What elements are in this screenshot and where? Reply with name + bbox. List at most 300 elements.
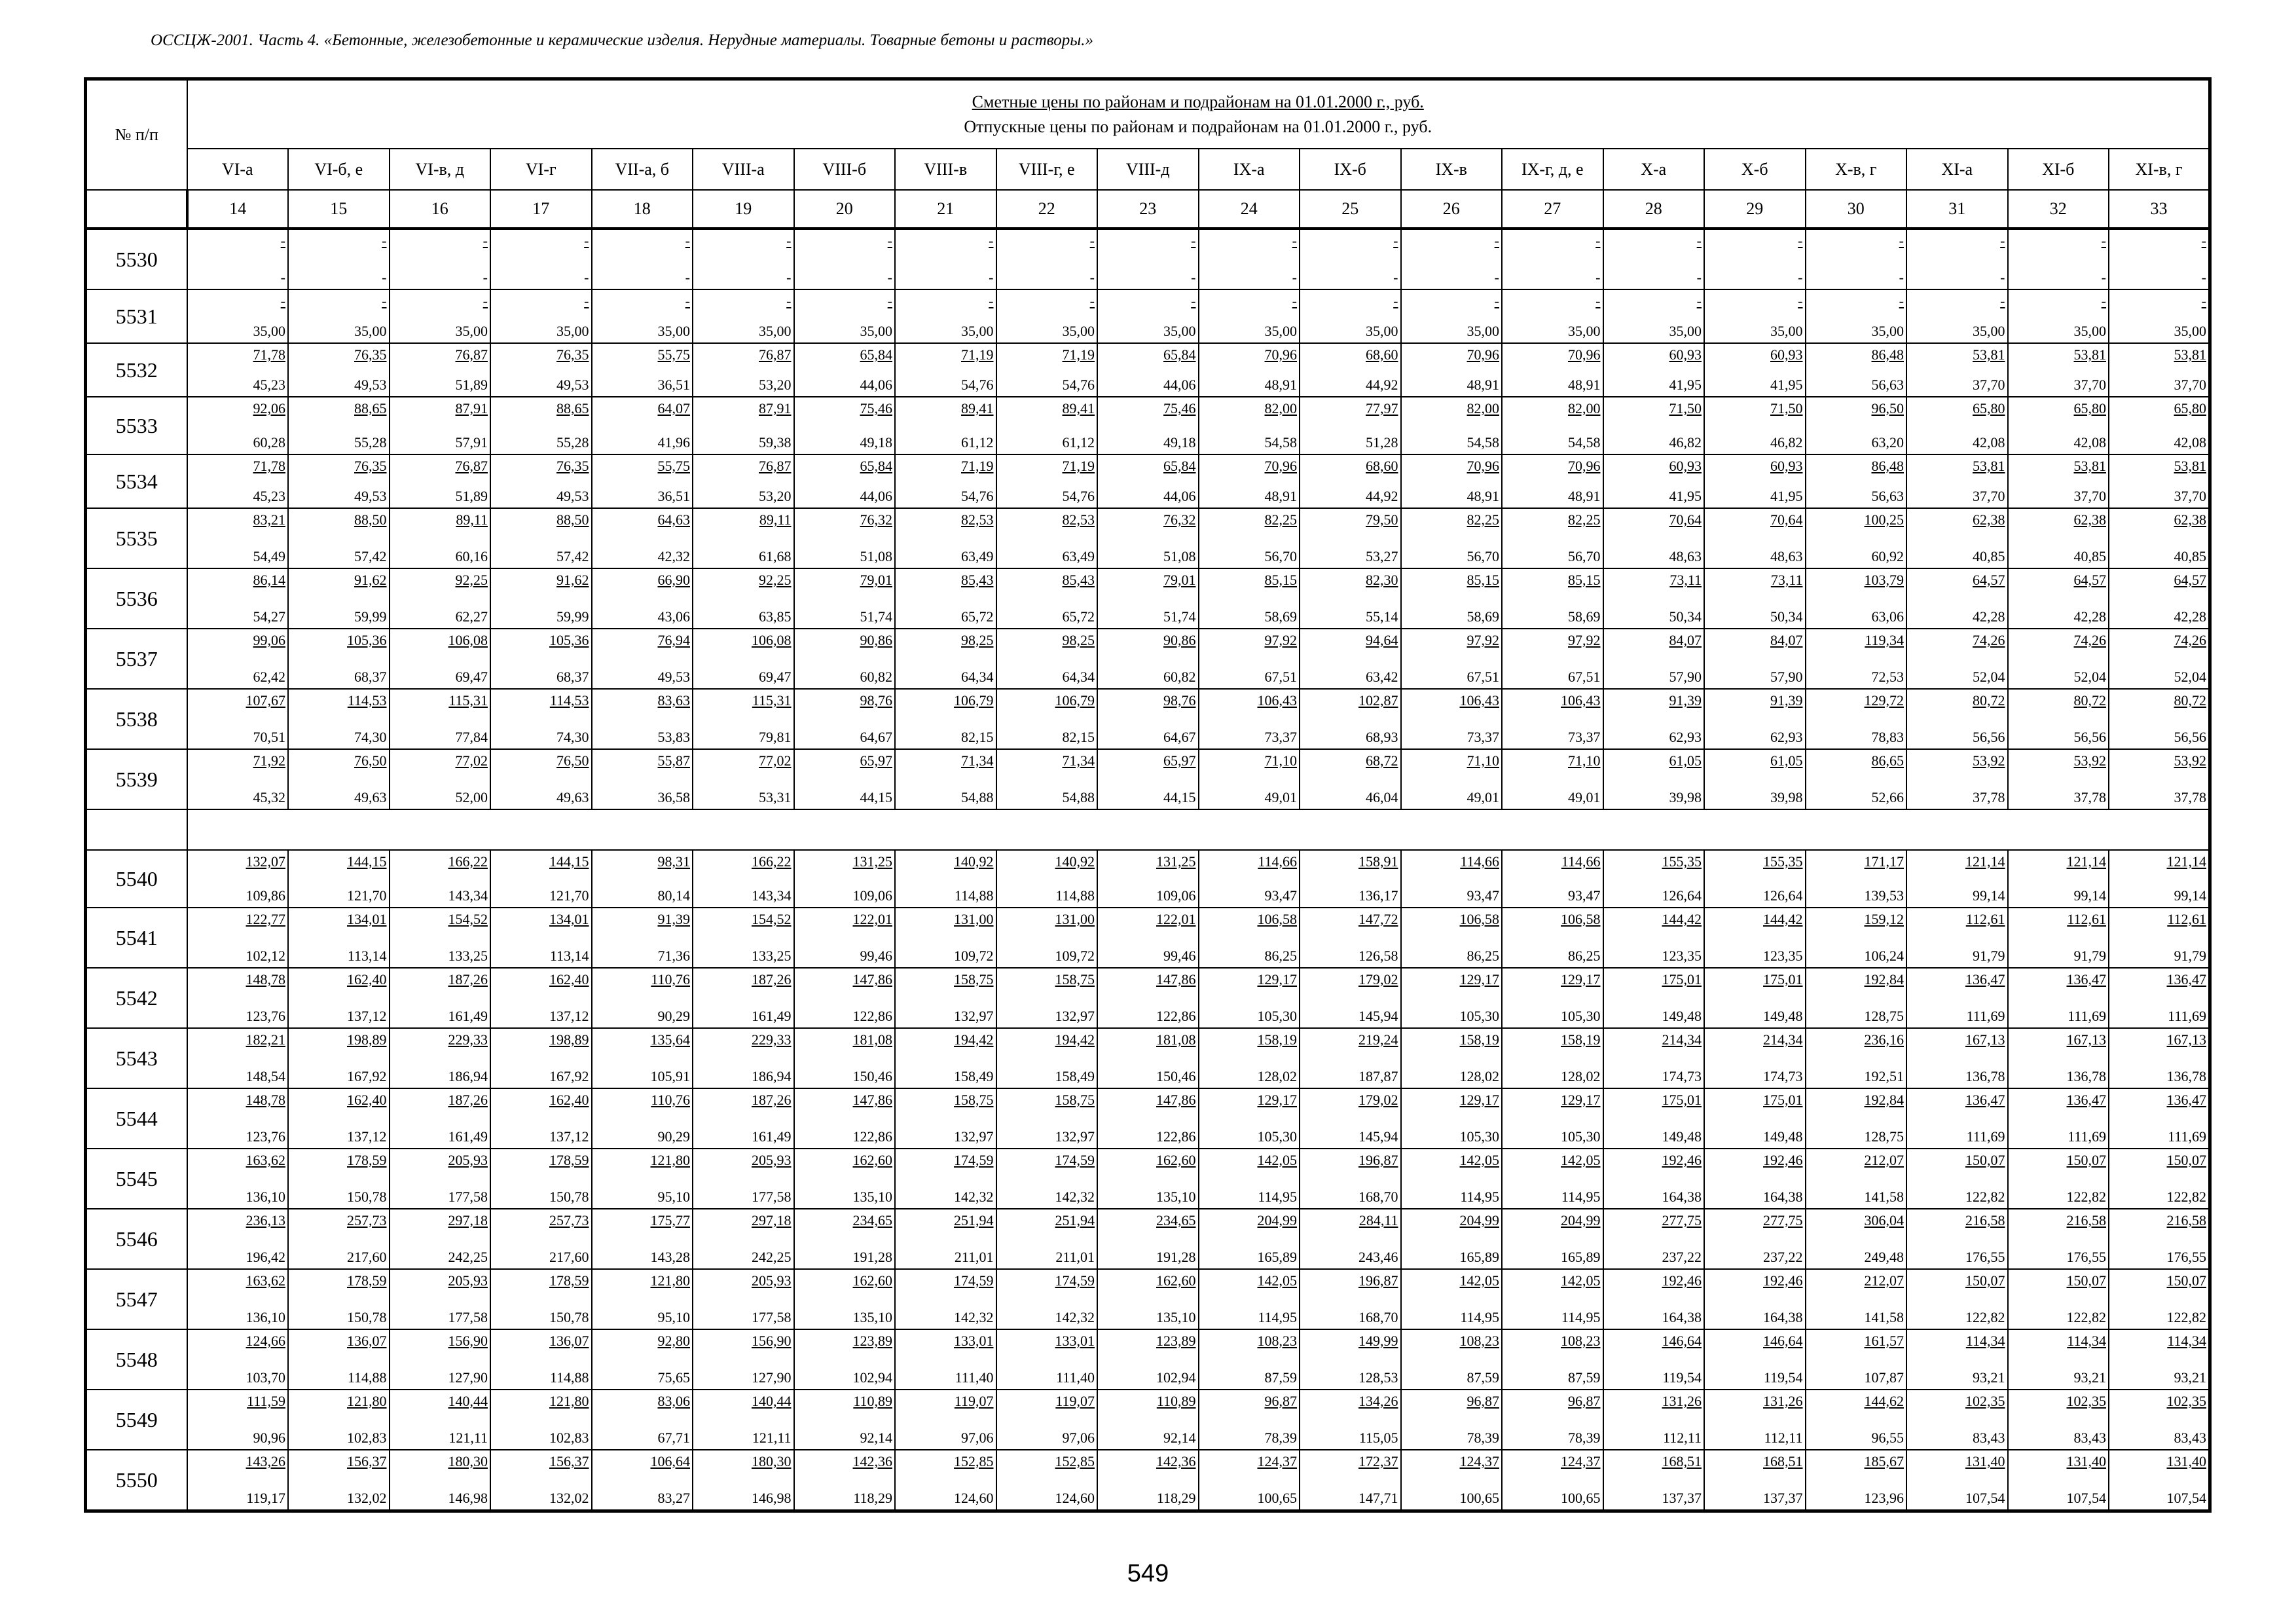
release-price: 121,70 bbox=[347, 887, 387, 904]
price-cell bbox=[288, 629, 390, 689]
price-cell bbox=[1199, 1028, 1300, 1088]
release-price: 105,30 bbox=[1257, 1008, 1297, 1024]
price-cell bbox=[592, 508, 693, 568]
release-price: 135,10 bbox=[1156, 1309, 1196, 1325]
release-price: 52,00 bbox=[455, 789, 488, 805]
release-price: 61,12 bbox=[961, 434, 994, 451]
release-price: 48,91 bbox=[1568, 488, 1601, 504]
estimated-price: 156,37 bbox=[549, 1453, 589, 1469]
price-cell bbox=[490, 1209, 592, 1269]
estimated-price: 140,44 bbox=[752, 1393, 792, 1409]
price-cell bbox=[1502, 1329, 1603, 1390]
estimated-price: 82,25 bbox=[1467, 511, 1499, 528]
estimated-price: 236,13 bbox=[246, 1212, 285, 1228]
price-cell bbox=[187, 397, 289, 454]
estimated-price: 163,62 bbox=[246, 1152, 285, 1168]
estimated-price: 134,26 bbox=[1358, 1393, 1398, 1409]
estimated-price: 216,58 bbox=[1965, 1212, 2005, 1228]
release-price: 249,48 bbox=[1864, 1249, 1904, 1265]
price-cell bbox=[592, 1028, 693, 1088]
price-cell bbox=[1502, 1149, 1603, 1209]
release-price: 60,16 bbox=[455, 548, 488, 564]
estimated-price: 142,36 bbox=[852, 1453, 892, 1469]
release-price: 177,58 bbox=[752, 1309, 792, 1325]
table-row bbox=[86, 229, 2210, 289]
release-price: 44,15 bbox=[1163, 789, 1196, 805]
price-cell bbox=[490, 1028, 592, 1088]
release-price: 78,83 bbox=[1871, 729, 1904, 745]
estimated-price: 80,72 bbox=[1973, 692, 2005, 709]
estimated-price: - bbox=[685, 293, 690, 309]
estimated-price: 53,81 bbox=[1973, 346, 2005, 363]
row-code: 5534 bbox=[86, 454, 187, 508]
release-price: 135,10 bbox=[852, 1309, 892, 1325]
release-price: 99,14 bbox=[2073, 887, 2106, 904]
price-cell bbox=[1906, 397, 2008, 454]
release-price: 107,54 bbox=[2066, 1490, 2106, 1506]
estimated-price: 65,80 bbox=[2073, 400, 2106, 416]
table-row bbox=[86, 629, 2210, 689]
price-cell bbox=[1906, 1028, 2008, 1088]
release-price: 35,00 bbox=[1568, 323, 1601, 339]
estimated-price: 119,07 bbox=[1055, 1393, 1095, 1409]
estimated-price: 136,07 bbox=[549, 1333, 589, 1349]
estimated-price: 192,84 bbox=[1864, 971, 1904, 987]
release-price: 54,88 bbox=[1062, 789, 1095, 805]
price-cell bbox=[2008, 1390, 2109, 1450]
price-cell bbox=[2008, 289, 2109, 343]
region-header-row bbox=[86, 149, 2210, 190]
estimated-price: 155,35 bbox=[1763, 853, 1803, 870]
release-price: 83,27 bbox=[657, 1490, 690, 1506]
release-price: 168,70 bbox=[1358, 1189, 1398, 1205]
release-price: 114,88 bbox=[1055, 887, 1095, 904]
release-price: 75,65 bbox=[657, 1369, 690, 1386]
release-price: 49,53 bbox=[354, 488, 387, 504]
price-cell bbox=[288, 229, 390, 289]
price-cell bbox=[1097, 289, 1199, 343]
release-price: 107,87 bbox=[1864, 1369, 1904, 1386]
column-number-cell: 32 bbox=[2008, 190, 2109, 229]
estimated-price: 60,93 bbox=[1770, 346, 1803, 363]
release-price: 186,94 bbox=[752, 1068, 792, 1084]
region-header: IX-а bbox=[1199, 149, 1300, 190]
estimated-price: 162,40 bbox=[347, 971, 387, 987]
price-cell bbox=[1300, 289, 1401, 343]
estimated-price: 131,26 bbox=[1662, 1393, 1702, 1409]
price-cell bbox=[1806, 508, 1907, 568]
estimated-price: 162,60 bbox=[852, 1152, 892, 1168]
release-price: 87,59 bbox=[1568, 1369, 1601, 1386]
price-cell bbox=[1603, 968, 1705, 1028]
release-price: - bbox=[2000, 269, 2005, 286]
row-code: 5549 bbox=[86, 1390, 187, 1450]
estimated-price: 71,92 bbox=[253, 752, 285, 769]
release-price: 35,00 bbox=[556, 323, 589, 339]
estimated-price: 106,79 bbox=[954, 692, 994, 709]
estimated-price: 55,75 bbox=[657, 458, 690, 474]
release-price: 127,90 bbox=[448, 1369, 488, 1386]
price-cell bbox=[1502, 1450, 1603, 1511]
release-price: 111,69 bbox=[1966, 1128, 2005, 1145]
price-cell bbox=[490, 749, 592, 809]
estimated-price: 79,01 bbox=[1163, 572, 1196, 588]
price-cell bbox=[1199, 397, 1300, 454]
estimated-price: 71,19 bbox=[1062, 346, 1095, 363]
estimated-price: 91,39 bbox=[1669, 692, 1702, 709]
price-cell bbox=[794, 343, 896, 397]
price-cell bbox=[1502, 1269, 1603, 1329]
estimated-price: 158,19 bbox=[1257, 1031, 1297, 1048]
release-price: 93,21 bbox=[2073, 1369, 2106, 1386]
release-price: 51,08 bbox=[860, 548, 892, 564]
price-cell bbox=[1502, 850, 1603, 908]
price-cell bbox=[1603, 1209, 1705, 1269]
release-price: 164,38 bbox=[1763, 1309, 1803, 1325]
estimated-price: 158,75 bbox=[954, 1092, 994, 1108]
release-price: 48,91 bbox=[1264, 377, 1297, 393]
price-cell bbox=[693, 508, 794, 568]
estimated-price: 150,07 bbox=[2066, 1152, 2106, 1168]
release-price: 60,82 bbox=[860, 669, 892, 685]
price-cell bbox=[2109, 749, 2210, 809]
price-cell bbox=[996, 908, 1098, 968]
release-price: 49,18 bbox=[860, 434, 892, 451]
price-cell bbox=[490, 689, 592, 749]
price-cell bbox=[895, 1329, 996, 1390]
price-cell bbox=[288, 1149, 390, 1209]
release-price: 132,02 bbox=[347, 1490, 387, 1506]
release-price: 177,58 bbox=[448, 1189, 488, 1205]
release-price: 42,28 bbox=[2174, 608, 2206, 625]
estimated-price: - bbox=[2000, 232, 2005, 249]
price-cell bbox=[1806, 850, 1907, 908]
price-cell bbox=[1300, 568, 1401, 629]
estimated-price: 86,48 bbox=[1871, 458, 1904, 474]
price-cell bbox=[592, 1088, 693, 1149]
estimated-price: 204,99 bbox=[1459, 1212, 1499, 1228]
release-price: 37,70 bbox=[2073, 488, 2106, 504]
release-price: 55,14 bbox=[1366, 608, 1398, 625]
release-price: 126,58 bbox=[1358, 948, 1398, 964]
release-price: 135,10 bbox=[1156, 1189, 1196, 1205]
release-price: 136,78 bbox=[2066, 1068, 2106, 1084]
release-price: 73,37 bbox=[1467, 729, 1499, 745]
price-cell bbox=[794, 1149, 896, 1209]
estimated-price: 174,59 bbox=[1055, 1152, 1095, 1168]
release-price: 67,51 bbox=[1568, 669, 1601, 685]
release-price: 64,34 bbox=[1062, 669, 1095, 685]
estimated-price: 53,81 bbox=[2174, 346, 2206, 363]
row-code: 5546 bbox=[86, 1209, 187, 1269]
estimated-price: 60,93 bbox=[1669, 346, 1702, 363]
release-price: 87,59 bbox=[1467, 1369, 1499, 1386]
release-price: 73,37 bbox=[1568, 729, 1601, 745]
release-price: 63,06 bbox=[1871, 608, 1904, 625]
estimated-price: 284,11 bbox=[1358, 1212, 1398, 1228]
release-price: 35,00 bbox=[1770, 323, 1803, 339]
estimated-price: 115,31 bbox=[752, 692, 792, 709]
estimated-price: - bbox=[887, 293, 892, 309]
release-price: 55,28 bbox=[556, 434, 589, 451]
estimated-price: 65,80 bbox=[1973, 400, 2005, 416]
price-cell bbox=[895, 1088, 996, 1149]
price-cell bbox=[1704, 968, 1806, 1028]
release-price: 145,94 bbox=[1358, 1008, 1398, 1024]
estimated-price: 112,61 bbox=[1965, 911, 2005, 927]
release-price: 49,01 bbox=[1467, 789, 1499, 805]
price-cell bbox=[1603, 689, 1705, 749]
estimated-price: 76,35 bbox=[556, 346, 589, 363]
estimated-price: 178,59 bbox=[347, 1272, 387, 1289]
estimated-price: - bbox=[584, 232, 589, 249]
estimated-price: 257,73 bbox=[549, 1212, 589, 1228]
release-price: 191,28 bbox=[1156, 1249, 1196, 1265]
table-row bbox=[86, 968, 2210, 1028]
estimated-price: 70,96 bbox=[1264, 458, 1297, 474]
release-price: 90,29 bbox=[657, 1128, 690, 1145]
release-price: 150,78 bbox=[347, 1309, 387, 1325]
price-cell bbox=[1502, 1028, 1603, 1088]
release-price: 132,97 bbox=[1055, 1008, 1095, 1024]
estimated-price: 143,26 bbox=[246, 1453, 285, 1469]
estimated-price: 64,63 bbox=[657, 511, 690, 528]
price-cell bbox=[187, 1028, 289, 1088]
release-price: 122,82 bbox=[2066, 1309, 2106, 1325]
price-cell bbox=[2008, 1450, 2109, 1511]
price-cell bbox=[1300, 850, 1401, 908]
estimated-price: 68,72 bbox=[1366, 752, 1398, 769]
release-price: 37,78 bbox=[2174, 789, 2206, 805]
price-cell bbox=[693, 908, 794, 968]
release-price: 150,46 bbox=[852, 1068, 892, 1084]
estimated-price: 144,42 bbox=[1763, 911, 1803, 927]
row-code: 5545 bbox=[86, 1149, 187, 1209]
price-cell bbox=[794, 1028, 896, 1088]
estimated-price: 142,36 bbox=[1156, 1453, 1196, 1469]
release-price: 56,70 bbox=[1568, 548, 1601, 564]
price-cell bbox=[390, 850, 491, 908]
price-cell bbox=[592, 1269, 693, 1329]
estimated-price: 150,07 bbox=[2166, 1272, 2206, 1289]
release-price: 86,25 bbox=[1264, 948, 1297, 964]
price-cell bbox=[2008, 689, 2109, 749]
price-cell bbox=[1097, 397, 1199, 454]
estimated-price: 194,42 bbox=[1055, 1031, 1095, 1048]
price-cell bbox=[1603, 568, 1705, 629]
estimated-price: 88,65 bbox=[354, 400, 387, 416]
release-price: 133,25 bbox=[448, 948, 488, 964]
estimated-price: 106,58 bbox=[1459, 911, 1499, 927]
price-cell bbox=[1906, 968, 2008, 1028]
price-cell bbox=[2008, 343, 2109, 397]
estimated-price: 133,01 bbox=[954, 1333, 994, 1349]
price-cell bbox=[794, 850, 896, 908]
estimated-price: 162,40 bbox=[347, 1092, 387, 1108]
estimated-price: - bbox=[1089, 293, 1095, 309]
estimated-price: 105,36 bbox=[549, 632, 589, 648]
estimated-price: 82,00 bbox=[1467, 400, 1499, 416]
estimated-price: 123,89 bbox=[1156, 1333, 1196, 1349]
price-cell bbox=[996, 454, 1098, 508]
release-price: 62,27 bbox=[455, 608, 488, 625]
price-cell bbox=[490, 850, 592, 908]
price-cell bbox=[2109, 343, 2210, 397]
release-price: 161,49 bbox=[448, 1128, 488, 1145]
price-cell bbox=[1097, 689, 1199, 749]
price-cell bbox=[187, 229, 289, 289]
estimated-price: - bbox=[2201, 293, 2206, 309]
price-cell bbox=[1300, 749, 1401, 809]
price-cell bbox=[1502, 454, 1603, 508]
price-cell bbox=[490, 629, 592, 689]
price-cell bbox=[390, 1390, 491, 1450]
release-price: 99,46 bbox=[860, 948, 892, 964]
release-price: 143,34 bbox=[448, 887, 488, 904]
estimated-price: 115,31 bbox=[448, 692, 488, 709]
price-cell bbox=[1806, 1390, 1907, 1450]
price-cell bbox=[693, 1450, 794, 1511]
region-header: XI-а bbox=[1906, 149, 2008, 190]
price-cell bbox=[390, 397, 491, 454]
estimated-price: 85,15 bbox=[1264, 572, 1297, 588]
release-price: 63,42 bbox=[1366, 669, 1398, 685]
price-cell bbox=[1401, 289, 1503, 343]
price-cell bbox=[895, 689, 996, 749]
price-cell bbox=[187, 568, 289, 629]
release-price: 40,85 bbox=[1973, 548, 2005, 564]
release-price: 42,08 bbox=[1973, 434, 2005, 451]
column-header-number: № п/п bbox=[86, 79, 187, 191]
estimated-price: 98,76 bbox=[860, 692, 892, 709]
estimated-price: 65,84 bbox=[1163, 458, 1196, 474]
release-price: 136,10 bbox=[246, 1189, 285, 1205]
estimated-price: 53,81 bbox=[2073, 458, 2106, 474]
price-cell bbox=[996, 1209, 1098, 1269]
price-cell bbox=[1704, 1028, 1806, 1088]
estimated-price: 140,92 bbox=[1055, 853, 1095, 870]
release-price: 148,54 bbox=[246, 1068, 285, 1084]
release-price: 105,30 bbox=[1257, 1128, 1297, 1145]
price-cell bbox=[2008, 1269, 2109, 1329]
release-price: 167,92 bbox=[347, 1068, 387, 1084]
estimated-price: 91,39 bbox=[1770, 692, 1803, 709]
price-cell bbox=[2109, 289, 2210, 343]
release-price: 100,65 bbox=[1459, 1490, 1499, 1506]
estimated-price: 106,43 bbox=[1561, 692, 1601, 709]
estimated-price: 229,33 bbox=[448, 1031, 488, 1048]
price-cell bbox=[1704, 689, 1806, 749]
estimated-price: 97,92 bbox=[1568, 632, 1601, 648]
release-price: 44,06 bbox=[860, 488, 892, 504]
estimated-price: - bbox=[483, 232, 488, 249]
price-cell bbox=[693, 1269, 794, 1329]
price-cell bbox=[288, 850, 390, 908]
release-price: 122,86 bbox=[852, 1128, 892, 1145]
estimated-price: 76,32 bbox=[860, 511, 892, 528]
price-cell bbox=[996, 629, 1098, 689]
release-price: 86,25 bbox=[1467, 948, 1499, 964]
price-cell bbox=[1199, 1149, 1300, 1209]
price-cell bbox=[187, 1088, 289, 1149]
estimated-price: 110,89 bbox=[1156, 1393, 1196, 1409]
price-cell bbox=[187, 850, 289, 908]
estimated-price: 136,47 bbox=[2066, 1092, 2106, 1108]
estimated-price: 205,93 bbox=[752, 1152, 792, 1168]
price-cell bbox=[1502, 508, 1603, 568]
price-cell bbox=[1603, 850, 1705, 908]
price-cell bbox=[187, 1329, 289, 1390]
estimated-price: 108,23 bbox=[1561, 1333, 1601, 1349]
row-code: 5550 bbox=[86, 1450, 187, 1511]
price-cell bbox=[1199, 749, 1300, 809]
estimated-price: 257,73 bbox=[347, 1212, 387, 1228]
release-price: 41,95 bbox=[1669, 488, 1702, 504]
estimated-price: 124,37 bbox=[1561, 1453, 1601, 1469]
estimated-price: 111,59 bbox=[247, 1393, 285, 1409]
price-cell bbox=[2109, 1149, 2210, 1209]
region-header: VIII-в bbox=[895, 149, 996, 190]
release-price: 57,91 bbox=[455, 434, 488, 451]
estimated-price: 61,05 bbox=[1669, 752, 1702, 769]
release-price: 48,63 bbox=[1770, 548, 1803, 564]
region-header: VIII-г, е bbox=[996, 149, 1098, 190]
estimated-price: 135,64 bbox=[650, 1031, 690, 1048]
release-price: 122,86 bbox=[1156, 1008, 1196, 1024]
estimated-price: 154,52 bbox=[752, 911, 792, 927]
estimated-price: 71,10 bbox=[1264, 752, 1297, 769]
region-header: VI-в, д bbox=[390, 149, 491, 190]
release-price: 105,30 bbox=[1561, 1128, 1601, 1145]
estimated-price: 76,87 bbox=[455, 346, 488, 363]
release-price: 57,42 bbox=[354, 548, 387, 564]
release-price: 35,00 bbox=[455, 323, 488, 339]
estimated-price: 71,19 bbox=[1062, 458, 1095, 474]
estimated-price: 152,85 bbox=[1055, 1453, 1095, 1469]
price-cell bbox=[390, 1450, 491, 1511]
price-cell bbox=[1502, 908, 1603, 968]
region-header: VIII-д bbox=[1097, 149, 1199, 190]
price-cell bbox=[592, 908, 693, 968]
release-price: 142,32 bbox=[954, 1189, 994, 1205]
price-cell bbox=[2109, 629, 2210, 689]
price-cell bbox=[1906, 229, 2008, 289]
release-price: 90,96 bbox=[253, 1430, 285, 1446]
estimated-price: 122,01 bbox=[852, 911, 892, 927]
estimated-price: 144,15 bbox=[549, 853, 589, 870]
release-price: 62,42 bbox=[253, 669, 285, 685]
row-code: 5539 bbox=[86, 749, 187, 809]
release-price: 53,20 bbox=[759, 377, 792, 393]
release-price: 35,00 bbox=[2073, 323, 2106, 339]
release-price: 49,53 bbox=[556, 488, 589, 504]
estimated-price: 192,46 bbox=[1763, 1152, 1803, 1168]
estimated-price: 76,87 bbox=[455, 458, 488, 474]
estimated-price: 60,93 bbox=[1669, 458, 1702, 474]
release-price: 48,91 bbox=[1568, 377, 1601, 393]
release-price: 62,93 bbox=[1669, 729, 1702, 745]
price-cell bbox=[794, 454, 896, 508]
release-price: 150,78 bbox=[347, 1189, 387, 1205]
price-cell bbox=[2008, 1028, 2109, 1088]
estimated-price: 181,08 bbox=[852, 1031, 892, 1048]
price-cell bbox=[2008, 568, 2109, 629]
price-cell bbox=[1603, 1450, 1705, 1511]
release-price: 48,91 bbox=[1467, 488, 1499, 504]
release-price: 50,34 bbox=[1669, 608, 1702, 625]
price-cell bbox=[996, 1149, 1098, 1209]
price-cell bbox=[895, 908, 996, 968]
